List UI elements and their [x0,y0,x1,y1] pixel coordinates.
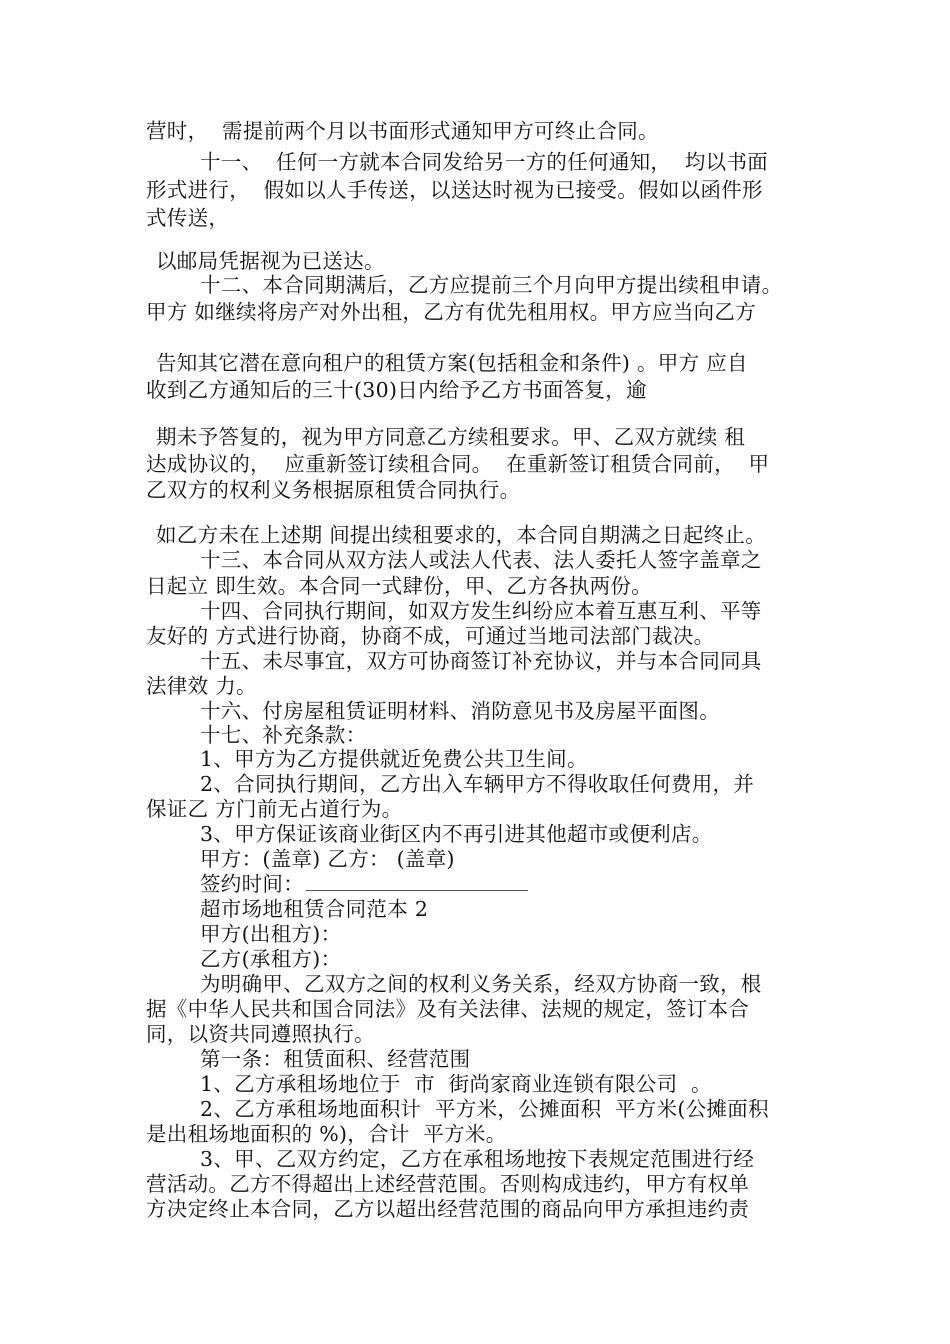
text-line: 2、乙方承租场地面积计 平方米，公摊面积 平方米(公摊面积 [200,1097,769,1121]
text-line: 1、甲方为乙方提供就近免费公共卫生间。 [200,747,588,771]
text-line: 同，以资共同遵照执行。 [146,1022,375,1046]
text-line: 达成协议的， 应重新签订续租合同。 在重新签订租赁合同前， 甲 [146,452,770,476]
text-line: 十六、付房屋租赁证明材料、消防意见书及房屋平面图。 [200,699,720,723]
text-line: 甲方 如继续将房产对外出租，乙方有优先租用权。甲方应当向乙方 [146,300,757,324]
text-line: 式传送， [146,206,230,230]
text-line: 乙双方的权利义务根据原租赁合同执行。 [146,478,521,502]
signing-time-line [200,871,528,897]
text-line: 日起立 即生效。本合同一式肆份，甲、乙方各执两份。 [146,574,653,598]
text-line: 保证乙 方门前无占道行为。 [146,797,403,821]
text-line: 2、合同执行期间，乙方出入车辆甲方不得收取任何费用，并 [200,772,755,796]
text-line: 十三、本合同从双方法人或法人代表、法人委托人签字盖章之 [200,548,762,572]
text-line: 形式进行， 假如以人手传送，以送达时视为已接受。假如以函件形 [146,178,763,202]
text-line: 3、甲方保证该商业街区内不再引进其他超市或便利店。 [200,822,713,846]
text-line: 十一、 任何一方就本合同发给另一方的任何通知， 均以书面 [200,150,769,174]
text-line: 甲方(出租方)： [200,922,342,946]
text-line: 3、甲、乙双方约定，乙方在承租场地按下表规定范围进行经 [200,1147,755,1171]
text-line: 是出租场地面积的 %)，合计 平方米。 [146,1122,507,1146]
text-line: 法律效 力。 [146,674,257,698]
text-line: 乙方(承租方)： [200,947,342,971]
text-line: 十七、补充条款： [200,723,367,747]
text-line: 甲方：(盖章) 乙方： (盖章) [200,847,455,871]
text-line: 告知其它潜在意向租户的租赁方案(包括租金和条件) 。甲方 应自 [156,351,748,375]
text-line: 据《中华人民共和国合同法》及有关法律、法规的规定，签订本合 [146,997,750,1021]
text-line: 第一条：租赁面积、经营范围 [200,1047,471,1071]
text-line: 以邮局凭据视为已送达。 [156,249,385,273]
text-line: 营时， 需提前两个月以书面形式通知甲方可终止合同。 [146,119,659,143]
text-line: 方决定终止本合同，乙方以超出经营范围的商品向甲方承担违约责 [146,1197,750,1221]
text-line: 1、乙方承租场地位于 市 街尚家商业连锁有限公司 。 [200,1072,712,1096]
text-line: 十二、本合同期满后，乙方应提前三个月向甲方提出续租申请。 [200,273,783,297]
signing-time-blank [306,872,528,891]
text-line: 十五、未尽事宜，双方可协商签订补充协议，并与本合同同具 [200,649,762,673]
text-line: 超市场地租赁合同范本 2 [200,897,429,921]
signing-time-label: 签约时间： [200,872,304,896]
text-line: 十四、合同执行期间，如双方发生纠纷应本着互惠互利、平等 [200,599,762,623]
text-line: 收到乙方通知后的三十(30)日内给予乙方书面答复，逾 [146,378,647,402]
text-line: 营活动。乙方不得超出上述经营范围。否则构成违约，甲方有权单 [146,1172,750,1196]
text-line: 期未予答复的，视为甲方同意乙方续租要求。甲、乙双方就续 租 [156,425,746,449]
text-line: 如乙方未在上述期 间提出续租要求的，本合同自期满之日起终止。 [156,523,767,547]
text-line: 友好的 方式进行协商，协商不成，可通过当地司法部门裁决。 [146,624,715,648]
text-line: 为明确甲、乙双方之间的权利义务关系，经双方协商一致，根 [200,972,762,996]
